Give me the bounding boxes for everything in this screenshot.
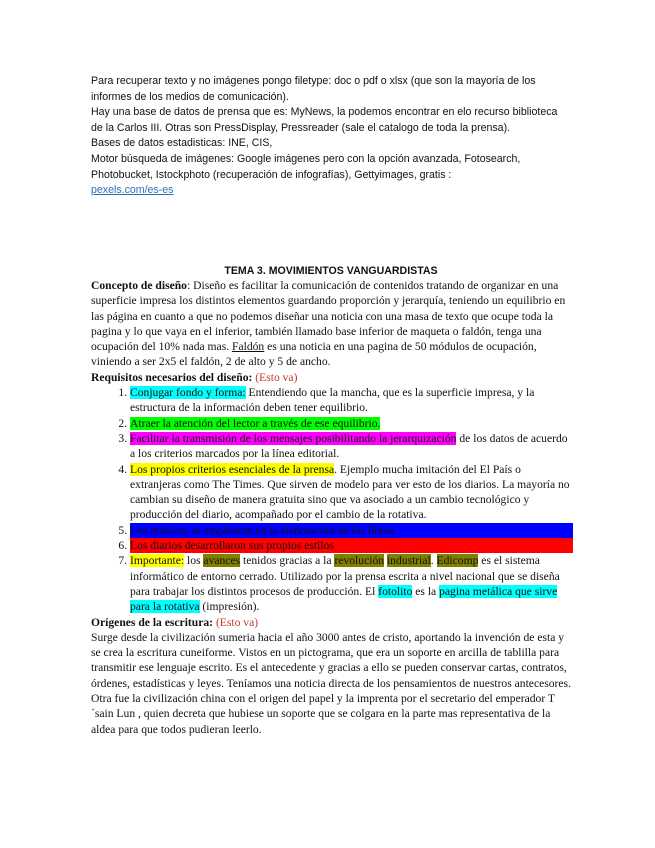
highlight-cyan: fotolito bbox=[378, 584, 413, 598]
highlight-cyan: pagina metálica que sirve para la rotativa bbox=[130, 584, 558, 614]
highlight-olive: industrial bbox=[386, 554, 431, 568]
highlight-red-text: Los diarios desarrollaron sus propios estilos bbox=[130, 539, 334, 553]
origenes-note: (Esto va) bbox=[215, 615, 259, 629]
list-item-text: . bbox=[430, 554, 437, 568]
list-item-text: Entendiendo que la mancha, que es la superficie impresa, y la estructura de la información deben tener equilibrio. bbox=[130, 386, 535, 415]
highlight-green: Atraer la atención del lector a través de ese equilibrio. bbox=[130, 416, 381, 430]
list-item bbox=[130, 431, 573, 462]
origenes-paragraph-china: Otra fue la civilización china con el origen del papel y la imprenta por el secretario del emperador T´sain Lun , quien decreta que hubiese un soporte que se colgara en la parte mas representativa de la aldea para que todos pudieran leerlo. bbox=[91, 692, 555, 736]
highlight-magenta: Facilitar la transmisión de los mensajes posibilitando la jerarquización bbox=[130, 431, 457, 445]
list-item-text: es la bbox=[412, 584, 440, 598]
highlight-yellow: Importante: bbox=[130, 554, 185, 568]
list-item bbox=[130, 538, 573, 553]
pexels-link[interactable]: pexels.com/es-es bbox=[91, 184, 174, 197]
list-item-text: (impresión). bbox=[199, 600, 260, 614]
requisitos-note: (Esto va) bbox=[255, 370, 298, 384]
highlight-yellow: Los propios criterios esenciales de la prensa bbox=[130, 462, 335, 476]
list-item bbox=[130, 462, 573, 523]
list-item bbox=[130, 553, 573, 614]
origenes-heading bbox=[91, 615, 573, 630]
intro-paragraph-image-search: Motor búsqueda de imágenes: Google imágenes pero con la opción avanzada, Fotosearch, Photobucket, Istockphoto (recuperación de infografías), Gettyimages, gratis : bbox=[91, 152, 521, 181]
intro-paragraph-filetype: Para recuperar texto y no imágenes pongo filetype: doc o pdf o xlsx (que son la mayoría de los informes de los medios de comunicación). bbox=[91, 75, 536, 103]
list-item-text: . Ejemplo mucha imitación del El País o extranjeras como The Times. Que sirven de modelo para ver esto de los diarios. La mayoría no cambian su diseño de manera gratuita sino que va asociado a un cambio tecnológico y producción del diario, acompañado por el cambio de la rotativa. bbox=[130, 462, 570, 522]
highlight-olive: revolución bbox=[334, 554, 385, 568]
requisitos-list bbox=[91, 385, 573, 614]
list-item bbox=[130, 416, 573, 431]
list-item-text: los bbox=[184, 554, 204, 568]
highlight-olive: avances bbox=[203, 554, 241, 568]
list-item-text: tenidos gracias a la bbox=[240, 554, 335, 568]
intro-notes bbox=[91, 74, 571, 199]
page-title: TEMA 3. MOVIMIENTOS VANGUARDISTAS bbox=[224, 265, 438, 277]
origenes-paragraph-sumeria: Surge desde la civilización sumeria hacia el año 3000 antes de cristo, aportando la invención de esta y se crea la escritura cuneiforme. Vistos en un pictograma, que era un soporte en arcilla de tablilla para transmitir ese lenguaje escrito. Es el antecedente y gracias a ello se pueden conservar cartas, contratos, órdenes, estadísticas y leyes. Teníamos una noticia directa de los pensamientos de nuestros antecesores. bbox=[91, 630, 571, 690]
concepto-label: Concepto de diseño bbox=[91, 279, 187, 292]
list-item-text: es el sistema informático de entorno cerrado. Utilizado por la prensa escrita a nivel nacional que se diseña para trabajar los distintos procesos de producción. El bbox=[130, 554, 560, 598]
concepto-paragraph bbox=[91, 278, 573, 370]
requisitos-label: Requisitos necesarios del diseño: bbox=[91, 370, 253, 384]
faldon-term: Faldón bbox=[232, 340, 265, 354]
highlight-olive: Edicomp bbox=[436, 554, 479, 568]
intro-paragraph-statistics: Bases de datos estadisticas: INE, CIS, bbox=[91, 137, 273, 150]
list-item bbox=[130, 523, 573, 538]
faldon-definition: es una noticia en una pagina de 50 módulos de ocupación, viniendo a ser 2x5 el faldón, 2 de alto y 5 de ancho. bbox=[91, 340, 537, 369]
document-body bbox=[91, 278, 573, 737]
highlight-blue-text: Los músicos se emplearon en la elaboración de los libros bbox=[130, 523, 395, 537]
intro-paragraph-databases: Hay una base de datos de prensa que es: MyNews, la podemos encontrar en elo recurso biblioteca de la Carlos III. Otras son PressDisplay, Pressreader (sale el catalogo de toda la prensa). bbox=[91, 106, 558, 134]
list-item bbox=[130, 385, 573, 416]
requisitos-heading bbox=[91, 370, 573, 385]
concepto-text: : Diseño es facilitar la comunicación de contenidos tratando de organizar en una superficie impresa los distintos elementos guardando proporción y jerarquía, teniendo un equilibrio en las página en cuanto a que no podemos diseñar una noticia con una masa de texto que ocupe toda la pagina y lo que vaya en el inferior, también llamado base inferior de maqueta o faldón, tenga una ocupación del 10% nada mas. bbox=[91, 279, 566, 354]
highlight-cyan: Conjugar fondo y forma: bbox=[130, 386, 246, 400]
origenes-label: Orígenes de la escritura: bbox=[91, 615, 214, 629]
list-item-text: de los datos de acuerdo a los criterios marcados por la línea editorial. bbox=[130, 431, 568, 461]
